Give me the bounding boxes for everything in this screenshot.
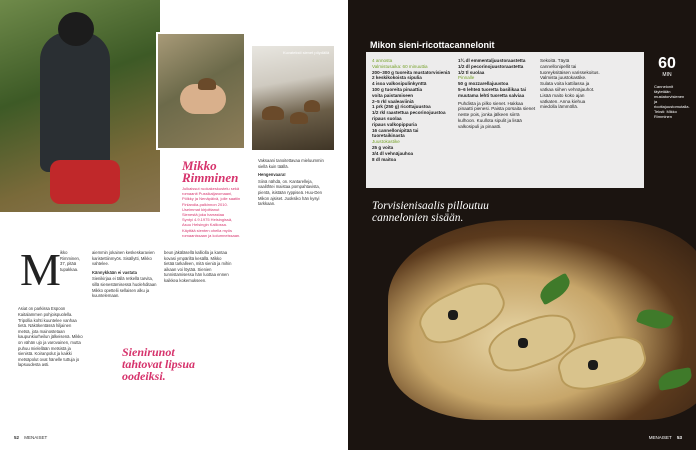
recipe-title: Mikon sieni-ricottacannelonit <box>370 40 495 50</box>
time-unit: MIN <box>662 72 672 78</box>
body-text: Siinä nähdä, on. Kantarelleja, vaalithtei maistaa pompahtavista, pientä, isistään ryppiseä. Huu-Den Mikon ajsiset. Juoksiko hän kysyi tarkkaan. <box>258 178 323 207</box>
magazine-name: MENAISET <box>648 435 672 440</box>
backpack <box>50 160 120 204</box>
ingredients-column-2 <box>458 58 536 130</box>
article-column-c <box>164 250 232 284</box>
basil-leaf <box>536 273 574 306</box>
prep-time: Valmistusaika: 60 minuuttia <box>372 63 428 69</box>
method-text: Sekoitä. Täytä cannellonipellit tai tuoreyksitäisen varissekoitus. Valmista juustokastike. Sulata voita kattilassa ja vatkaa siihen vehnäjauhot. Lisää maito koko ajan vatkaten. Anna kiehua miedolla lämmöllä. <box>540 58 600 110</box>
ingredient: voita paistamiseen <box>372 92 414 98</box>
profile-fact: Julkaissut ruokakeskustelu sekä <box>182 186 240 191</box>
ingredient: ripaus valkopippuria <box>372 121 417 127</box>
pull-quote: Sienirunot tahtovat lipsua oodeiksi. <box>122 345 196 383</box>
profile-fact: Käyttää sienten ohella myös <box>182 227 233 233</box>
profile-fact: romaanit Pussikaljaromaani, <box>182 191 233 197</box>
mushrooms-on-table-photo <box>252 46 334 150</box>
body-text: Asiat on parkissa Espoon Kaitalammen pohjoispuolella. Tripollia kohti kuuntelee vanhaa tietä. Näkökentässä hiljainen metsä, jota mainostetaan kaupunkiurheilun jälkeisenä. Mikko on vähän ujo ja varovainen, mutta puhuu mielellään metsistä ja sienistä. Koiranpolut ja kaikki metsäpolut ovat hänelle tuttuja jo lapsuudesta asti. <box>18 306 83 368</box>
mushroom-filling <box>448 310 458 320</box>
time-number: 60 <box>658 55 676 72</box>
basil-leaf <box>636 305 674 334</box>
lead-text: ikko Rimminen, 37, pitää tupakkaa. <box>60 250 81 272</box>
ingredient: 2 keskikokoista sipulia <box>372 75 422 81</box>
photo-caption: Kuvateksti sienet pöydällä <box>283 50 330 55</box>
right-folio <box>649 435 682 440</box>
ingredient: 3/4 dl vehnäjauhoa <box>372 150 414 156</box>
ingredient: 8 dl maitoa <box>372 156 396 162</box>
page-number: 53 <box>676 435 682 440</box>
method-text: Puhdista ja pilko sienet. Hakkaa pinaatti pienesi. Paista porsaita sienet neste pois, jonka jälkeen siirrä kulhoon. Kuullota sipulit ja lisää valkosipuli ja pinaatti. <box>458 100 536 129</box>
profile-name <box>182 160 238 184</box>
mushroom-filling <box>588 360 598 370</box>
body-text: beun jäkäläsellä kalliolla ja kantaa kovasi ympäriltä kesällä. Mikko tietää tarkalleen, mitä sieniä ja mihin aikaan voi löytää. Sienien tunnistamisessa hän luottaa ennen kaikkea kokemukseen. <box>164 250 232 283</box>
mushroom-filling <box>518 338 528 348</box>
mushroom <box>198 78 216 90</box>
portrait-photo <box>0 0 160 212</box>
mushroom <box>304 100 320 112</box>
profile-first-name: Mikko <box>182 158 217 173</box>
left-folio <box>14 435 47 440</box>
ingredient: 1 prk (250 g) ricottajuustoa <box>372 104 431 110</box>
ingredient: 100 g tuoreita pinaattia <box>372 86 423 92</box>
ingredient: 50 g mozzarellajuustoa <box>458 81 509 87</box>
magazine-name: MENAISET <box>24 435 48 440</box>
method-column <box>540 58 600 110</box>
ingredient: muutama lehti tuoretta salviaa <box>458 92 525 98</box>
article-column-b <box>92 250 158 299</box>
profile-fact: Finlandia-palkinnon 2010. <box>182 201 228 207</box>
ingredient: ripaus suolaa <box>372 115 402 121</box>
subheading: Kännykkään ei vastata <box>92 269 137 275</box>
body-text: Sienikirjaa ei tällä retkellä tarvita, sillä sienestämisessä huolehditaan Mikko opettelii sellaisen alku ja kuuntelemaan. <box>92 276 157 299</box>
profile-fact: Syntyi 4.9.1975 Helsingissä, <box>182 217 233 223</box>
profile-fact: Useimmat kirjoittanut <box>182 206 220 212</box>
ingredient: 200–300 g tuoreita mustatorvisieniä <box>372 69 450 75</box>
topping-title: Pinnalle <box>458 75 475 81</box>
image-headline: Torvisienisaalis pilloutuu cannelonien sisään. <box>372 200 489 224</box>
ingredient: 1/2 dl pecorinojuustoraastetta <box>458 63 524 69</box>
subheading: Hengenvaara! <box>258 172 286 178</box>
ingredient: 5–6 lehteä tuoretta basilikaa tai <box>458 86 526 92</box>
ingredient: 25 g voita <box>372 144 394 150</box>
ingredient: 2–5 rkl vaaleaviiniä <box>372 98 414 104</box>
profile-fact: Asuu Helsingin Kalliossa. <box>182 222 227 228</box>
ingredient: 1¾ dl emmentaljuustoraastetta <box>458 58 526 63</box>
profile-fact: Pölkky ja Nenäpäivä, jolle saatiin <box>182 196 241 202</box>
page-number: 52 <box>14 435 20 440</box>
profile-fact: romaanissaan ja kolumneissaan. <box>182 232 241 238</box>
drop-cap: M <box>20 244 61 295</box>
ingredient: 4 isoa valkosipulinkynttä <box>372 81 427 87</box>
profile-last-name: Rimminen <box>182 170 239 185</box>
hand-mushroom-photo <box>156 32 246 150</box>
article-column-d <box>258 158 330 207</box>
badge-caption: Cannelonit täytetään mustatorvisienen ja ricottajuustomutalla. Teksti: Mikko Rimminen <box>654 84 690 119</box>
body-text: Vaksaani tanoitettavaa mieluummin siellä kuin täällä. <box>258 158 324 169</box>
right-page <box>348 0 696 450</box>
mushroom <box>262 106 284 120</box>
profile-fact: Sienestä joka harrastaa <box>182 212 225 218</box>
basil-leaf <box>657 367 694 391</box>
servings: 4 annosta <box>372 58 393 63</box>
ingredient: 16 cannellonipitää tai tuoretaikinasta <box>372 127 419 139</box>
cannelloni-dish-photo <box>388 220 696 420</box>
person-figure <box>40 32 110 172</box>
person-head <box>58 12 94 46</box>
mushroom <box>290 112 308 124</box>
sauce-title: Juustokastike <box>372 139 400 145</box>
article-column-a <box>18 244 84 368</box>
body-text: aiemmin jokainen keskeskaravien karistettiinmyös. Sisällytti, Mikko vahtelee. <box>92 250 155 267</box>
ingredient: 1/2 tl suolaa <box>458 69 485 75</box>
ingredients-column-1 <box>372 58 452 162</box>
ingredient: 1/2 rkl raastettua pecorinojuustoa <box>372 110 446 116</box>
time-badge <box>654 55 690 119</box>
